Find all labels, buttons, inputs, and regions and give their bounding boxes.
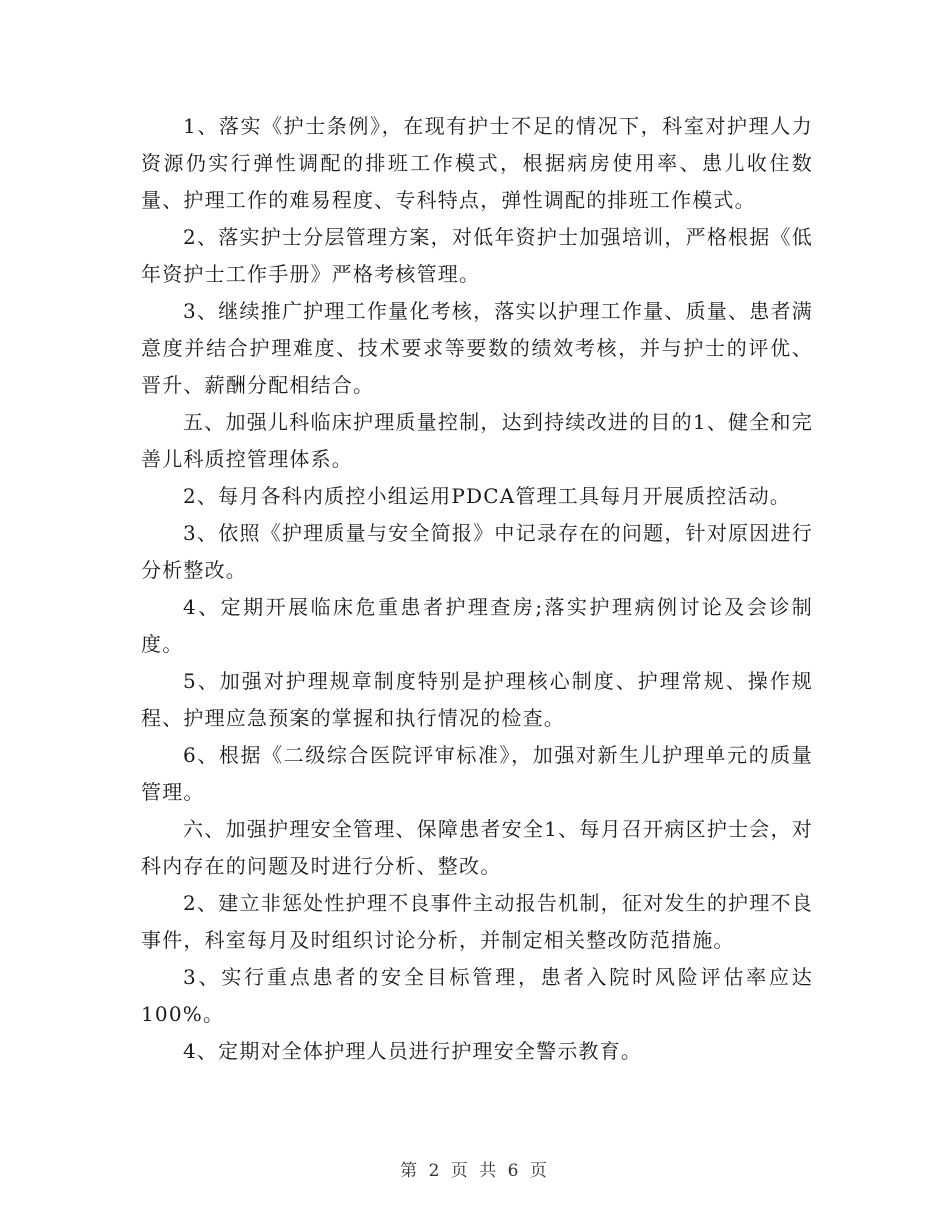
paragraph: 6、根据《二级综合医院评审标准》，加强对新生儿护理单元的质量管理。 [141, 743, 813, 804]
document-body [141, 108, 813, 1070]
section-heading-paragraph: 五、加强儿科临床护理质量控制，达到持续改进的目的1、健全和完善儿科质控管理体系。 [141, 410, 813, 471]
page-number-footer: 第 2 页 共 6 页 [400, 1161, 550, 1181]
section-heading-paragraph: 六、加强护理安全管理、保障患者安全1、每月召开病区护士会，对科内存在的问题及时进行分析、整改。 [141, 817, 813, 878]
paragraph: 3、实行重点患者的安全目标管理，患者入院时风险评估率应达100%。 [141, 965, 813, 1026]
paragraph: 5、加强对护理规章制度特别是护理核心制度、护理常规、操作规程、护理应急预案的掌握和执行情况的检查。 [141, 669, 813, 730]
paragraph: 3、继续推广护理工作量化考核，落实以护理工作量、质量、患者满意度并结合护理难度、技术要求等要数的绩效考核，并与护士的评优、晋升、薪酬分配相结合。 [141, 299, 813, 397]
paragraph: 3、依照《护理质量与安全简报》中记录存在的问题，针对原因进行分析整改。 [141, 521, 813, 582]
paragraph: 2、落实护士分层管理方案，对低年资护士加强培训，严格根据《低年资护士工作手册》严格考核管理。 [141, 225, 813, 286]
paragraph: 1、落实《护士条例》，在现有护士不足的情况下，科室对护理人力资源仍实行弹性调配的排班工作模式，根据病房使用率、患儿收住数量、护理工作的难易程度、专科特点，弹性调配的排班工作模式。 [141, 114, 813, 212]
paragraph: 2、建立非惩处性护理不良事件主动报告机制，征对发生的护理不良事件，科室每月及时组织讨论分析，并制定相关整改防范措施。 [141, 891, 813, 952]
paragraph: 2、每月各科内质控小组运用PDCA管理工具每月开展质控活动。 [183, 484, 791, 508]
paragraph: 4、定期开展临床危重患者护理查房;落实护理病例讨论及会诊制度。 [141, 595, 813, 656]
paragraph: 4、定期对全体护理人员进行护理安全警示教育。 [183, 1039, 643, 1063]
